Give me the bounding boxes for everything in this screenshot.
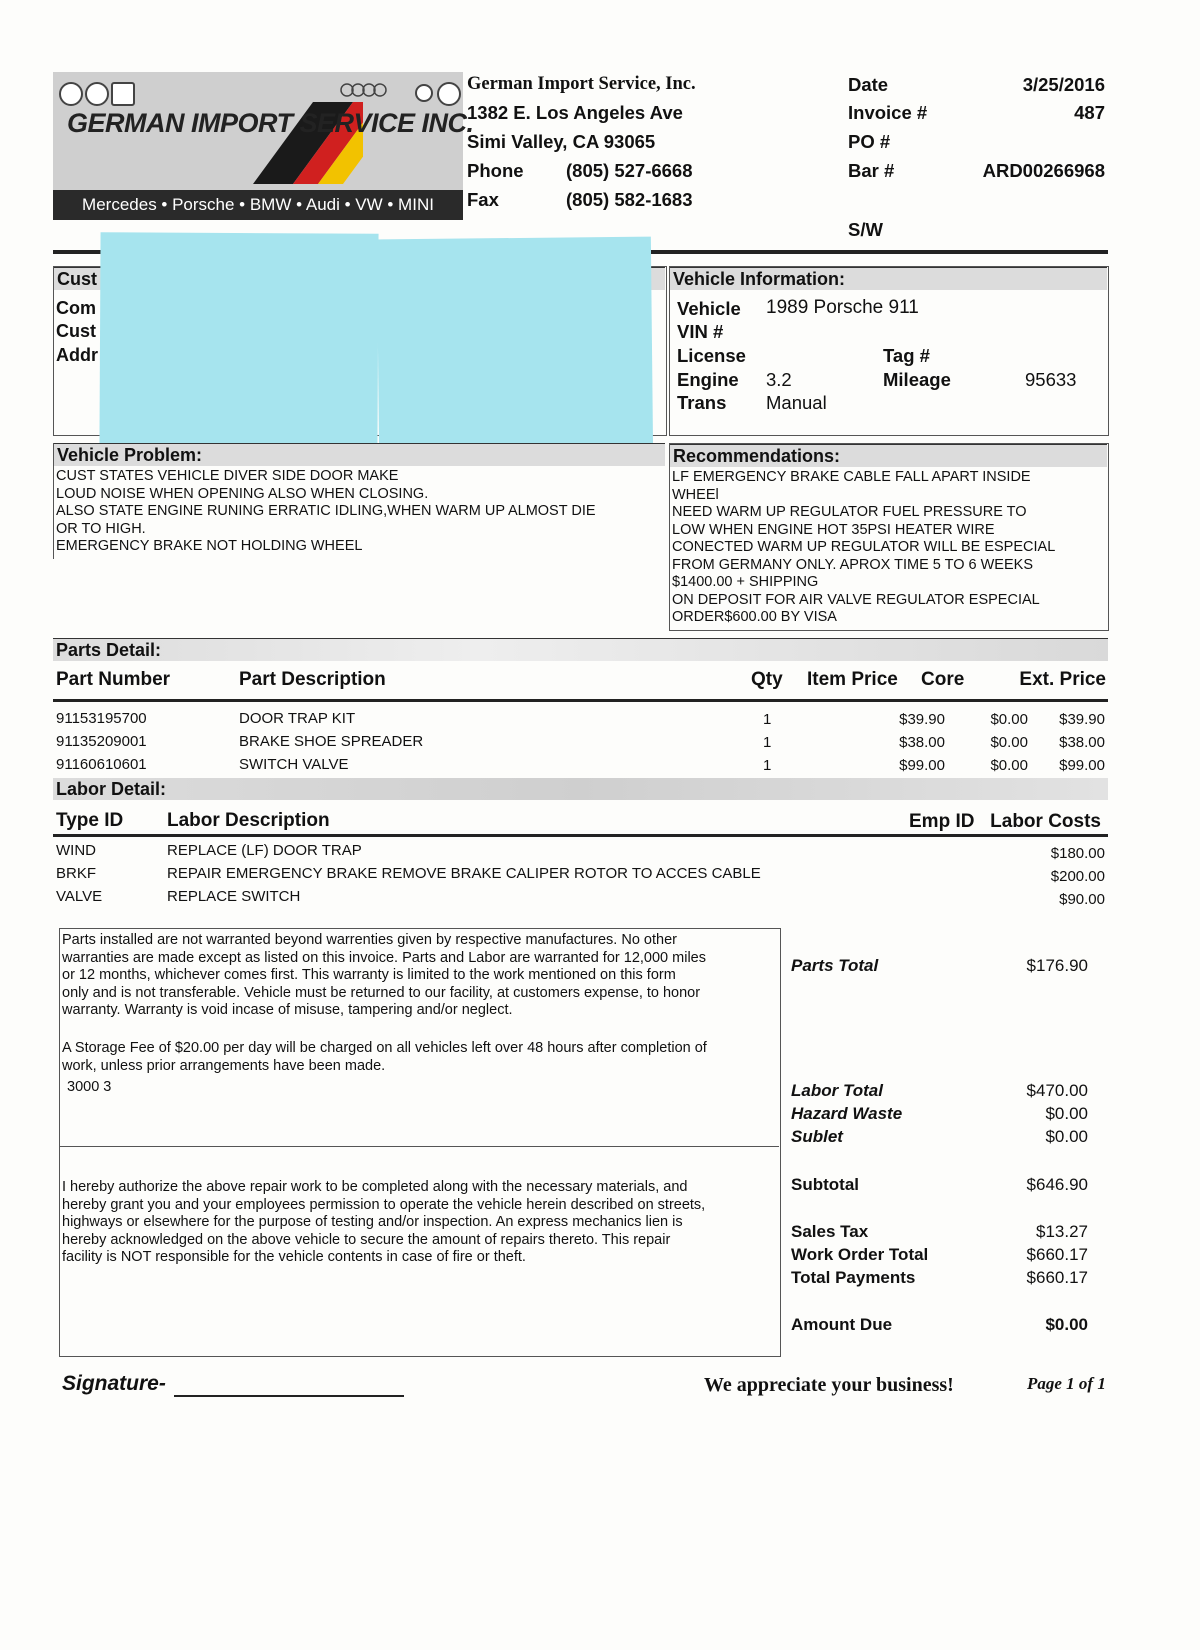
parts-table-body [53,708,1108,778]
labor-table-body [53,842,1108,912]
part-core-cell: $0.00 [990,757,1028,774]
customer-field-label: Cust [56,321,96,341]
recommendation-line: ORDER$600.00 BY VISA [672,609,837,625]
license-label: License [677,345,746,366]
address-field-label: Addr [56,345,98,365]
total-payments-value: $660.17 [1026,1268,1088,1287]
parts-detail-header: Parts Detail: [53,638,1108,661]
terms-divider [59,1146,779,1147]
labor-total-value: $470.00 [1026,1081,1088,1100]
subtotal-label: Subtotal [791,1175,859,1194]
parts-total-label: Parts Total [791,956,879,975]
parts-col-core: Core [921,669,965,690]
labor-col-type-id: Type ID [56,810,124,831]
company-address-line1: 1382 E. Los Angeles Ave [467,102,683,123]
phone-label: Phone [467,160,524,181]
part-number-cell: 91160610601 [56,756,147,773]
labor-type-cell: BRKF [56,865,97,882]
part-item-price-cell: $39.90 [899,711,945,728]
sublet-label: Sublet [791,1127,843,1146]
vin-label: VIN # [677,321,724,342]
recommendations-text [672,469,1104,627]
vehicle-label: Vehicle [677,298,741,319]
fax-number: (805) 582-1683 [566,189,693,210]
tag-label: Tag # [883,345,930,366]
page-number: Page 1 of 1 [1027,1374,1106,1393]
part-core-cell: $0.00 [990,734,1028,751]
labor-description-cell: REPLACE SWITCH [167,888,301,905]
recommendation-line: LOW WHEN ENGINE HOT 35PSI HEATER WIRE [672,521,995,538]
subtotal-value: $646.90 [1026,1175,1088,1194]
amount-due-label: Amount Due [791,1315,893,1334]
labor-header-rule [53,834,1108,837]
part-qty-cell: 1 [763,757,772,774]
mercedes-badge-icon [59,82,83,106]
hazard-waste-label: Hazard Waste [791,1104,903,1123]
work-order-total-label: Work Order Total [791,1245,929,1264]
mini-badge-icon [415,84,433,102]
company-logo [53,72,474,220]
customer-header: Cust [54,267,665,290]
storage-line: work, unless prior arrangements have been made. [62,1057,386,1074]
authorization-line: highways or elsewhere for the purpose of testing and/or inspection. An express mechanics lien is [62,1214,683,1230]
recommendation-line: $1400.00 + SHIPPING [672,574,819,590]
company-name: German Import Service, Inc. [467,74,696,94]
trans-label: Trans [677,392,727,413]
total-payments-label: Total Payments [791,1268,916,1287]
part-ext-price-cell: $39.90 [1059,711,1105,728]
part-description-cell: DOOR TRAP KIT [239,710,356,727]
signature-label: Signature- [62,1372,166,1395]
bmw-badge-icon [85,82,109,106]
po-label: PO # [848,131,891,152]
labor-cost-cell: $200.00 [1050,868,1105,885]
labor-type-cell: WIND [56,842,96,859]
company-address-line2: Simi Valley, CA 93065 [467,131,656,152]
part-description-cell: BRAKE SHOE SPREADER [239,733,424,750]
vehicle-info-header: Vehicle Information: [670,267,1107,290]
labor-cost-cell: $90.00 [1059,891,1105,908]
labor-detail-header: Labor Detail: [53,778,1108,800]
authorization-line: hereby acknowledged on the above vehicle to secure the amount of repairs thereto. This repair [62,1231,671,1248]
part-qty-cell: 1 [763,711,772,728]
signature-line [174,1395,404,1397]
parts-col-description: Part Description [239,669,386,690]
parts-col-item-price: Item Price [807,669,898,690]
part-core-cell: $0.00 [990,711,1028,728]
porsche-badge-icon [111,82,135,106]
invoice-label: Invoice # [848,102,928,123]
recommendation-line: FROM GERMANY ONLY. APROX TIME 5 TO 6 WEEKS [672,556,1033,573]
engine-label: Engine [677,369,739,390]
warranty-line: warranties are made except as listed on this invoice. Parts and Labor are warranted for 12,000 miles [62,949,706,966]
hazard-waste-value: $0.00 [1045,1104,1088,1123]
parts-col-qty: Qty [751,669,783,690]
sw-label: S/W [848,219,883,240]
vehicle-problem-text [56,468,656,556]
warranty-line: only and is not transferable. Vehicle must be returned to our facility, at customers expense, to honor [62,984,701,1001]
sublet-value: $0.00 [1045,1127,1088,1146]
part-number-cell: 91135209001 [56,733,147,750]
recommendation-line: WHEEl [672,486,719,503]
redaction-sticky-note [377,237,653,460]
warranty-line: warranty. Warranty is void incase of misuse, tampering and/or neglect. [62,1002,513,1018]
warranty-text [62,932,774,1020]
part-number-cell: 91153195700 [56,710,147,727]
labor-cost-cell: $180.00 [1050,845,1105,862]
storage-fee-text [62,1040,774,1075]
engine-value: 3.2 [766,369,792,390]
recommendation-line: NEED WARM UP REGULATOR FUEL PRESSURE TO [672,504,1027,520]
recommendations-header: Recommendations: [670,444,1107,467]
problem-line: OR TO HIGH. [56,520,146,537]
problem-line: CUST STATES VEHICLE DIVER SIDE DOOR MAKE [56,468,399,484]
labor-col-costs: Labor Costs [990,811,1101,832]
part-item-price-cell: $38.00 [899,734,945,751]
sales-tax-value: $13.27 [1036,1222,1088,1241]
warranty-line: Parts installed are not warranted beyond warrenties given by respective manufactures. No other [62,932,677,948]
problem-line: LOUD NOISE WHEN OPENING ALSO WHEN CLOSING. [56,485,429,502]
date-value: 3/25/2016 [1022,74,1105,95]
labor-description-cell: REPLACE (LF) DOOR TRAP [167,842,362,859]
warranty-line: or 12 months, whichever comes first. This warranty is limited to the work mentioned on this form [62,967,676,983]
labor-col-emp-id: Emp ID [909,811,975,832]
vehicle-value: 1989 Porsche 911 [766,297,919,318]
logo-wordmark: GERMAN IMPORT SERVICE INC. [67,108,474,138]
fax-label: Fax [467,189,499,210]
bar-label: Bar # [848,160,895,181]
redaction-sticky-note [99,232,378,447]
recommendation-line: LF EMERGENCY BRAKE CABLE FALL APART INSIDE [672,469,1031,485]
logo-brands-strip: Mercedes • Porsche • BMW • Audi • VW • MINI [53,190,463,220]
date-label: Date [848,74,889,95]
vehicle-problem-header: Vehicle Problem: [54,443,665,466]
mileage-value: 95633 [1025,369,1077,390]
problem-line: ALSO STATE ENGINE RUNING ERRATIC IDLING,WHEN WARM UP ALMOST DIE [56,503,596,519]
labor-description-cell: REPAIR EMERGENCY BRAKE REMOVE BRAKE CALIPER ROTOR TO ACCES CABLE [167,865,761,882]
labor-type-cell: VALVE [56,888,103,905]
storage-line: A Storage Fee of $20.00 per day will be charged on all vehicles left over 48 hours after completion of [62,1040,707,1056]
work-order-total-value: $660.17 [1026,1245,1088,1264]
authorization-text [62,1179,774,1267]
thank-you-message: We appreciate your business! [704,1374,954,1396]
invoice-number: 487 [1074,102,1105,123]
bar-number: ARD00266968 [982,160,1105,181]
authorization-line: hereby grant you and your employees permission to operate the vehicle herein described on streets, [62,1196,706,1213]
part-ext-price-cell: $99.00 [1059,757,1105,774]
trans-value: Manual [766,392,827,413]
labor-total-label: Labor Total [791,1081,883,1100]
recommendation-line: ON DEPOSIT FOR AIR VALVE REGULATOR ESPECIAL [672,591,1040,608]
vw-badge-icon [437,82,461,106]
authorization-line: facility is NOT responsible for the vehicle contents in case of fire or theft. [62,1249,526,1265]
recommendation-line: CONECTED WARM UP REGULATOR WILL BE ESPECIAL [672,539,1056,555]
phone-number: (805) 527-6668 [566,160,693,181]
part-qty-cell: 1 [763,734,772,751]
parts-total-value: $176.90 [1026,956,1088,975]
part-item-price-cell: $99.00 [899,757,945,774]
handwritten-note: 3000 3 [67,1079,112,1095]
parts-header-rule [53,699,1108,702]
mileage-label: Mileage [883,369,951,390]
problem-line: EMERGENCY BRAKE NOT HOLDING WHEEL [56,538,363,554]
company-field-label: Com [56,298,96,318]
part-ext-price-cell: $38.00 [1059,734,1105,751]
sales-tax-label: Sales Tax [791,1222,869,1241]
amount-due-value: $0.00 [1045,1315,1088,1334]
part-description-cell: SWITCH VALVE [239,756,349,773]
parts-col-ext-price: Ext. Price [1019,669,1106,690]
authorization-line: I hereby authorize the above repair work to be completed along with the necessary materials, and [62,1179,688,1195]
labor-col-description: Labor Description [167,810,330,831]
parts-col-part-number: Part Number [56,669,171,690]
